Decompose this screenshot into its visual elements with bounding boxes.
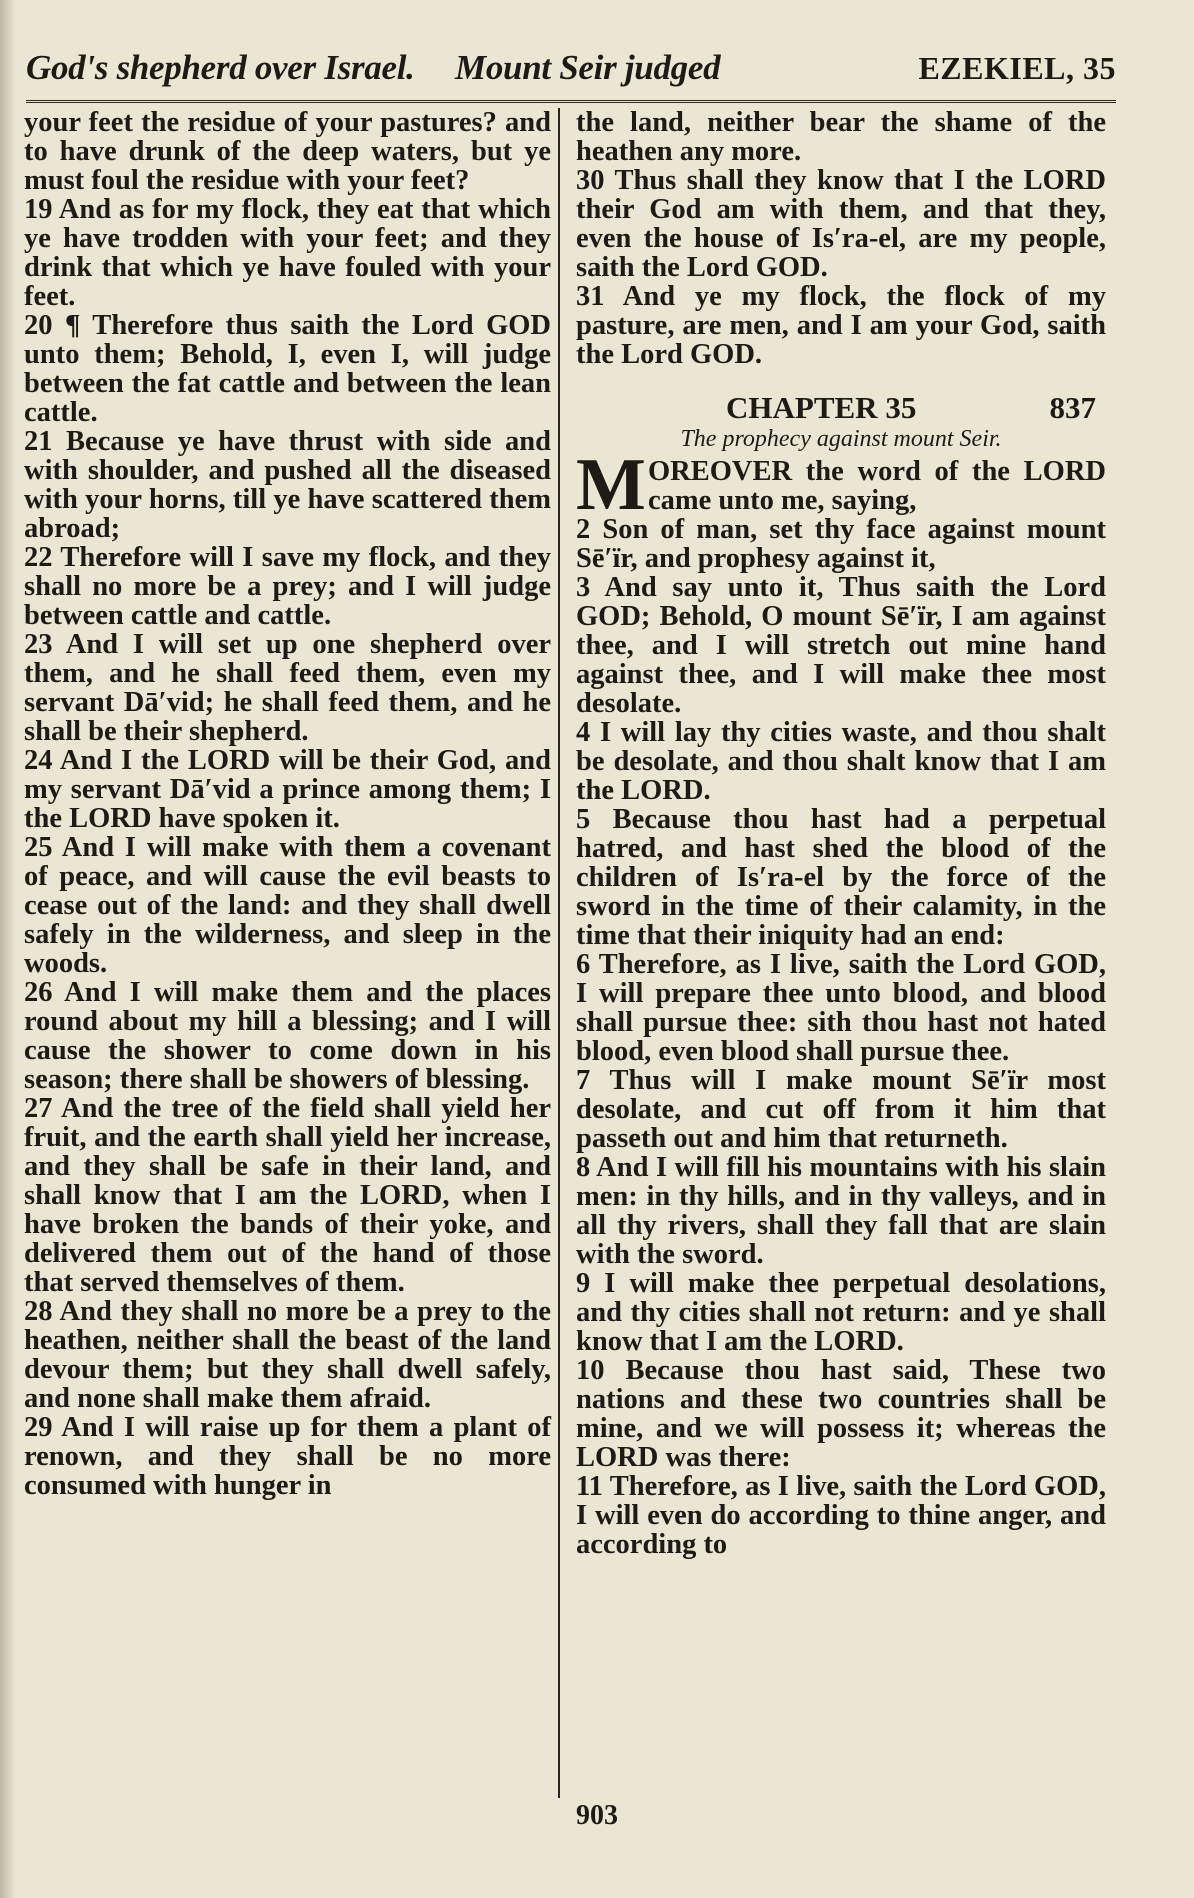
verse-1 [576, 444, 1106, 526]
page-number: 903 [576, 1800, 618, 1831]
header-book-chapter: EZEKIEL, 35 [918, 50, 1116, 86]
drop-cap: M [576, 444, 646, 526]
verse-31: 31 And ye my flock, the flock of my pasture, are men, and I am your God, saith the Lord GOD. [576, 281, 1106, 370]
chapter-summary: The prophecy against mount Seir. [680, 426, 1002, 452]
verse-continued: your feet the residue of your pastures? and to have drunk of the deep waters, but ye must foul the residue with your feet? [24, 107, 551, 196]
verse-21: 21 Because ye have thrust with side and with shoulder, and pushed all the diseased with your horns, till ye have scattered them abroad; [24, 426, 551, 544]
verse-26: 26 And I will make them and the places round about my hill a blessing; and I will cause the shower to come down in his season; there shall be showers of blessing. [24, 977, 551, 1095]
verse-1-text: OREOVER the word of the LORD came unto me, saying, [648, 456, 1106, 516]
verse-7: 7 Thus will I make mount Sē′ïr most desolate, and cut off from it him that passeth out and him that returneth. [576, 1065, 1106, 1154]
verse-28: 28 And they shall no more be a prey to the heathen, neither shall the beast of the land devour them; but they shall dwell safely, and none shall make them afraid. [24, 1296, 551, 1414]
verse-30: 30 Thus shall they know that I the LORD their God am with them, and that they, even the house of Is′ra-el, are my people, saith the Lord GOD. [576, 165, 1106, 283]
header-section-titles [26, 48, 752, 88]
verse-29: 29 And I will raise up for them a plant of renown, and they shall be no more consumed with hunger in [24, 1412, 551, 1501]
verse-8: 8 And I will fill his mountains with his slain men: in thy hills, and in thy valleys, and in all thy rivers, shall they fall that are slain with the sword. [576, 1152, 1106, 1270]
right-column [576, 108, 1106, 1559]
running-header [26, 48, 1116, 103]
page-binding-shadow [0, 0, 14, 1898]
chapter-reference-number: 837 [1049, 390, 1096, 425]
verse-6: 6 Therefore, as I live, saith the Lord GOD, I will prepare thee unto blood, and blood shall pursue thee: sith thou hast not hated blood, even blood shall pursue thee. [576, 949, 1106, 1067]
verse-19: 19 And as for my flock, they eat that which ye have trodden with your feet; and they drink that which ye have fouled with your feet. [24, 194, 551, 312]
verse-23: 23 And I will set up one shepherd over them, and he shall feed them, even my servant Dā′vid; he shall feed them, and he shall be their shepherd. [24, 629, 551, 747]
left-column [24, 108, 551, 1500]
verse-10: 10 Because thou hast said, These two nations and these two countries shall be mine, and we will possess it; whereas the LORD was there: [576, 1355, 1106, 1473]
chapter-heading [576, 390, 1106, 425]
column-divider [558, 108, 560, 1798]
verse-4: 4 I will lay thy cities waste, and thou shalt be desolate, and thou shalt know that I am the LORD. [576, 717, 1106, 806]
verse-3: 3 And say unto it, Thus saith the Lord GOD; Behold, O mount Sē′ïr, I am against thee, and I will stretch out mine hand against thee, and I will make thee most desolate. [576, 572, 1106, 719]
verse-27: 27 And the tree of the field shall yield her fruit, and the earth shall yield her increase, and they shall be safe in their land, and shall know that I am the LORD, when I have broken the bands of their yoke, and delivered them out of the hand of those that served themselves of them. [24, 1093, 551, 1298]
verse-25: 25 And I will make with them a covenant of peace, and will cause the evil beasts to cease out of the land: and they shall dwell safely in the wilderness, and sleep in the woods. [24, 832, 551, 979]
header-title-left: God's shepherd over Israel. [26, 48, 415, 87]
verse-11: 11 Therefore, as I live, saith the Lord GOD, I will even do according to thine anger, and according to [576, 1471, 1106, 1560]
verse-continued-29: the land, neither bear the shame of the heathen any more. [576, 107, 1106, 167]
verse-20: 20 ¶ Therefore thus saith the Lord GOD unto them; Behold, I, even I, will judge between the fat cattle and between the lean cattle. [24, 310, 551, 428]
verse-24: 24 And I the LORD will be their God, and my servant Dā′vid a prince among them; I the LORD have spoken it. [24, 745, 551, 834]
chapter-title: CHAPTER 35 [726, 390, 917, 425]
verse-22: 22 Therefore will I save my flock, and they shall no more be a prey; and I will judge between cattle and cattle. [24, 542, 551, 631]
verse-2: 2 Son of man, set thy face against mount Sē′ïr, and prophesy against it, [576, 514, 1106, 574]
verse-5: 5 Because thou hast had a perpetual hatred, and hast shed the blood of the children of Is′ra-el by the force of the sword in the time of their calamity, in the time that their iniquity had an end: [576, 804, 1106, 951]
verse-9: 9 I will make thee perpetual desolations, and thy cities shall not return: and ye shall know that I am the LORD. [576, 1268, 1106, 1357]
header-title-middle: Mount Seir judged [455, 48, 721, 87]
